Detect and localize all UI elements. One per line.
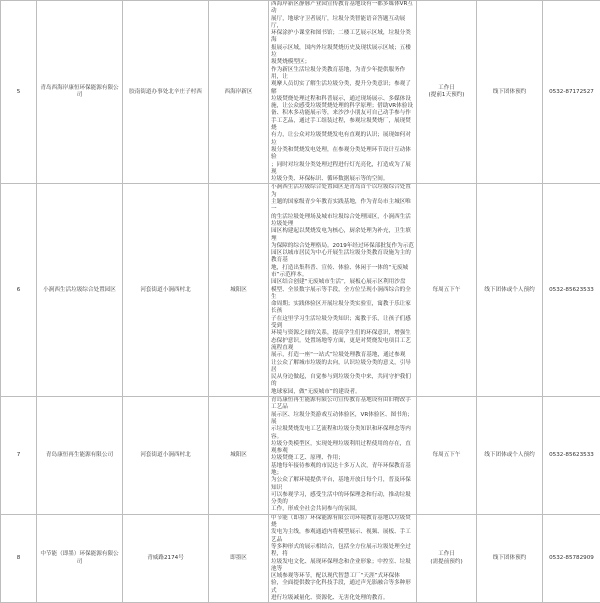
description-line: 验，全面提供数字化科技手段，通过声光影融合等多种形式	[271, 580, 414, 595]
description-line: 模型、全景数字展示等手段，全方位呈现小涧西综合的全生	[271, 287, 414, 302]
description-line: 小涧西生活垃圾综合处置园区是青岛首个以垃圾综合处置为	[271, 184, 414, 199]
description-line: 地球家园，做“无废城市”的建设者。	[271, 389, 414, 396]
reservation-method-cell: 线下团体或个人预约	[477, 397, 543, 515]
district-cell: 城阳区	[209, 184, 269, 397]
description-line: 垃圾焚烧工艺、原理、作用；	[271, 455, 414, 462]
district-cell: 即墨区	[209, 514, 269, 603]
table-row	[1, 1, 600, 184]
address-cell: 青威路2174号	[123, 514, 209, 603]
description-line: 区域参观等环节，配以现代智慧工厂“天涯”式环保体	[271, 573, 414, 580]
open-time-cell: 每周五下午	[417, 397, 477, 515]
description-line: 园区构建起以焚烧发电为核心，厨余处理为补充，卫生填埋	[271, 228, 414, 243]
description-line: 园区结合创建“无废城市生活”，展板心展示区利用沙盘	[271, 279, 414, 286]
description-line: 发电为主线，参观通道内将模型展示、视频、展板、手工艺品	[271, 529, 414, 544]
description-line: 备、积木多功能展示等，来沙沙小朋友可自己动手参与作	[271, 110, 414, 117]
reservation-method-cell: 线下团体或个人预约	[477, 184, 543, 397]
district-cell: 西海岸新区	[209, 1, 269, 184]
row-number-cell: 8	[1, 514, 37, 603]
phone-cell: 0532-85623533	[543, 184, 600, 397]
description-line: 观摩人员切实了解生活垃圾分类，提升分类意识；参观了解	[271, 81, 414, 96]
description-cell	[269, 184, 417, 397]
address-cell: 河套街道小涧西村北	[123, 397, 209, 515]
organization-name-cell: 中节能（即墨）环保能源有限公司	[37, 514, 123, 603]
address-cell: 胶南街道办事处北辛庄子村西	[123, 1, 209, 184]
open-time-cell: 每周五下午	[417, 184, 477, 397]
description-line: 圾焚烧模型区；	[271, 59, 414, 66]
address-cell: 河套街道小涧西村北	[123, 184, 209, 397]
description-line: 圾分类和焚烧发电处理，在参观分类处理环节设计互动体验	[271, 147, 414, 162]
description-line: 主题的国家级青少年教育实践基地，作为青岛市主城区唯一	[271, 199, 414, 214]
description-line: 垃圾焚烧处理过程和科普展示，通过现场展示、多媒体设	[271, 96, 414, 103]
description-line: 为保障的综合处理格局。2019年经过环保部批复作为示范	[271, 243, 414, 250]
description-line: 展示区、垃圾分类游戏互动体验区，VR体验区、图书角；展	[271, 412, 414, 427]
description-line: 等多种形式的展示相结合，包括全方位展示垃圾处理全过程，将	[271, 544, 414, 559]
description-line: 展厅，地球守卫者展厅，垃圾分类智能语音答题互动展厅，	[271, 16, 414, 31]
organization-name-cell: 青岛西海岸康恒环保能源有限公司	[37, 1, 123, 184]
description-line: 示垃圾焚烧发电工艺流程和垃圾分类知识和环保理念等内容。	[271, 426, 414, 441]
description-line: 为公众了解环境提供平台，基地开放日每个月，普及环保知识	[271, 477, 414, 492]
organization-name-cell: 青岛康恒再生能源有限公司	[37, 397, 123, 515]
open-time-cell: 工作日 (需提前预约)	[417, 514, 477, 603]
description-line: 展示，打造一座“一站式”垃圾处理教育基地，通过参观	[271, 352, 414, 359]
row-number-cell: 5	[1, 1, 37, 184]
description-line: 报展示区域，国内外垃圾焚烧历史及现状展示区域；五楼垃	[271, 45, 414, 60]
phone-cell: 0532-85623533	[543, 397, 600, 515]
description-line: ；同时对垃圾分类处理过程进行灯光亮化，打造成为了展现	[271, 162, 414, 177]
description-line: 手工艺品，通过手工组装过程，参观垃圾焚烧厂，展现焚烧	[271, 118, 414, 133]
description-line: 环境与资源之间的关系，提高学生们的环保意识，增强生	[271, 330, 414, 337]
description-line: 施，让公众感受垃圾焚烧处理的科学原理；借助VR体验设	[271, 103, 414, 110]
description-cell	[269, 514, 417, 603]
phone-cell: 0532-87172527	[543, 1, 600, 184]
table-row	[1, 514, 600, 603]
description-line: 中节能（即墨）环保能源有限公司环境教育基地以垃圾焚烧	[271, 515, 414, 530]
row-number-cell: 6	[1, 184, 37, 397]
description-cell	[269, 397, 417, 515]
description-line: 有力，让公众对垃圾焚烧发电有直观的认识；展现如何对垃	[271, 132, 414, 147]
description-line: 命周期；实践体验区开展垃圾分类实验室，寓教于乐让家长孩	[271, 301, 414, 316]
open-time-cell: 工作日 (提前1天预约)	[417, 1, 477, 184]
description-line: 子在这里学习生活垃圾分类知识；寓教于乐，让孩子们感受到	[271, 316, 414, 331]
description-line: 市”示范样本。	[271, 272, 414, 279]
phone-cell: 0532-85782909	[543, 514, 600, 603]
description-line: 环保涂护小课堂和图书馆；二楼工艺展示区域，垃圾分类海	[271, 30, 414, 45]
description-line: 可以参观学习，感受生活中的环保理念和行动，推动垃圾分类的	[271, 492, 414, 507]
reservation-method-cell: 线下团体预约	[477, 514, 543, 603]
description-line: 园区以城市居民为中心开展生活垃圾分类教育设施为主的教育基	[271, 250, 414, 265]
description-line: 地，打造出集科普、宣传、体验、休闲于一体的“无废城	[271, 265, 414, 272]
reservation-method-cell: 线下团体预约	[477, 1, 543, 184]
description-line: 民从身边做起，自觉参与到垃圾分类中来，共同守护我们的	[271, 374, 414, 389]
table-row	[1, 397, 600, 515]
description-line: 垃圾分类模型区，实现处理垃圾利用过程使用的存在，直观参观	[271, 441, 414, 456]
description-line: 的生活垃圾处理场及城市垃圾综合处理园区，小涧西生活垃圾处理	[271, 214, 414, 229]
description-line: 垃圾分类、环保标识、循环数据展示等的空间。	[271, 176, 414, 183]
organization-name-cell: 小涧西生活垃圾综合处置园区	[37, 184, 123, 397]
description-line: 作为新区生活垃圾分类教育基地，为青少年提供服务作用，让	[271, 67, 414, 82]
row-number-cell: 7	[1, 397, 37, 515]
description-line: 态保护意识。处置场地等方面，更是对焚烧发电项目工艺流程直观	[271, 338, 414, 353]
description-line: 让公众了解城市垃圾的去向，认识垃圾分类的意义，引导居	[271, 360, 414, 375]
description-line: 垃圾发电文化、展现环保理念和企业形象；中控室、垃圾池等	[271, 559, 414, 574]
table-row	[1, 184, 600, 397]
description-line: 青岛康恒再生能源有限公司宣传教育基地设有由旧物改手工艺品	[271, 397, 414, 412]
description-line: 西海岸新区静脉产业园宣传教育基地设有一都多媒体VR互动	[271, 1, 414, 16]
district-cell: 城阳区	[209, 397, 269, 515]
description-line: 工作，形成全社会共同参与的氛围。	[271, 506, 414, 513]
description-line: 基地每年接待参观的市民达十多万人次，青年环保教育基地；	[271, 463, 414, 478]
description-line: 进行垃圾减量化、资源化、无害化处理的教育。	[271, 595, 414, 602]
description-cell	[269, 1, 417, 184]
